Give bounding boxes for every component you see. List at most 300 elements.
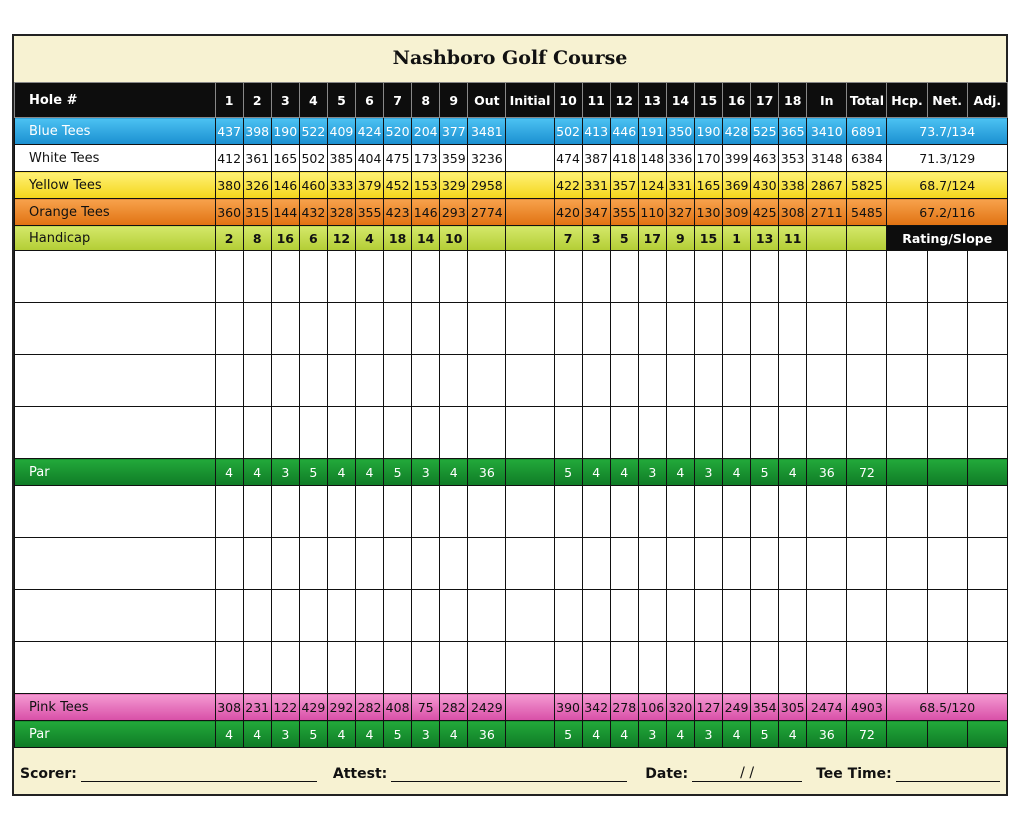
scorer-line[interactable] <box>81 767 317 782</box>
score-entry-cell[interactable] <box>468 642 506 694</box>
score-entry-cell[interactable] <box>506 590 554 642</box>
score-entry-cell[interactable] <box>215 486 243 538</box>
in-cell: 3410 <box>807 118 847 145</box>
score-entry-cell[interactable] <box>582 486 610 538</box>
score-entry-cell[interactable] <box>666 642 694 694</box>
front-cell-7: 452 <box>384 172 412 199</box>
score-entry-cell[interactable] <box>243 355 271 407</box>
score-entry-cell[interactable] <box>694 303 722 355</box>
back-cell-15: 190 <box>694 118 722 145</box>
hole-number-15: 15 <box>694 83 722 118</box>
score-entry-cell[interactable] <box>967 355 1007 407</box>
front-cell-2: 231 <box>243 694 271 721</box>
score-entry-cell[interactable] <box>723 642 751 694</box>
back-cell-18: 308 <box>779 199 807 226</box>
out-cell: 3481 <box>468 118 506 145</box>
score-entry-cell[interactable] <box>355 355 383 407</box>
score-entry-cell[interactable] <box>327 355 355 407</box>
score-entry-cell[interactable] <box>554 642 582 694</box>
score-entry-cell[interactable] <box>215 642 243 694</box>
score-entry-cell[interactable] <box>327 590 355 642</box>
tee-time-label: Tee Time: <box>816 766 892 782</box>
score-entry-cell[interactable] <box>847 251 887 303</box>
score-entry-cell[interactable] <box>384 303 412 355</box>
score-entry-cell[interactable] <box>412 251 440 303</box>
score-entry-cell[interactable] <box>506 642 554 694</box>
score-entry-cell[interactable] <box>215 590 243 642</box>
out-cell: 3236 <box>468 145 506 172</box>
score-entry-cell[interactable] <box>610 590 638 642</box>
attest-field[interactable] <box>333 766 627 782</box>
back-cell-17: 5 <box>751 721 779 748</box>
score-entry-cell[interactable] <box>751 642 779 694</box>
score-entry-cell[interactable] <box>927 407 967 459</box>
back-cell-18: 4 <box>779 459 807 486</box>
score-entry-cell[interactable] <box>468 251 506 303</box>
score-entry-cell[interactable] <box>271 303 299 355</box>
score-entry-cell[interactable] <box>440 590 468 642</box>
score-entry-cell[interactable] <box>666 486 694 538</box>
score-entry-cell[interactable] <box>468 407 506 459</box>
score-entry-cell[interactable] <box>887 486 927 538</box>
score-entry-cell[interactable] <box>582 407 610 459</box>
score-entry-cell[interactable] <box>582 590 610 642</box>
front-cell-3: 190 <box>271 118 299 145</box>
score-entry-cell[interactable] <box>887 538 927 590</box>
score-entry-cell[interactable] <box>412 407 440 459</box>
back-cell-14: 4 <box>666 459 694 486</box>
score-entry-cell[interactable] <box>807 590 847 642</box>
score-entry-cell[interactable] <box>887 642 927 694</box>
score-entry-cell[interactable] <box>384 355 412 407</box>
row-label: Pink Tees <box>15 694 216 721</box>
back-cell-17: 425 <box>751 199 779 226</box>
total-cell: 72 <box>847 721 887 748</box>
score-entry-cell[interactable] <box>243 538 271 590</box>
front-cell-4: 460 <box>299 172 327 199</box>
score-entry-cell[interactable] <box>967 486 1007 538</box>
score-entry-cell[interactable] <box>847 486 887 538</box>
score-entry-cell[interactable] <box>807 355 847 407</box>
score-entry-cell[interactable] <box>355 407 383 459</box>
score-entry-cell[interactable] <box>412 486 440 538</box>
score-entry-cell[interactable] <box>807 486 847 538</box>
front-cell-8: 14 <box>412 226 440 251</box>
score-entry-cell[interactable] <box>847 407 887 459</box>
score-entry-cell[interactable] <box>582 303 610 355</box>
score-entry-cell[interactable] <box>582 642 610 694</box>
score-entry-cell[interactable] <box>610 303 638 355</box>
in-cell: 2867 <box>807 172 847 199</box>
score-entry-cell[interactable] <box>694 642 722 694</box>
score-entry-cell[interactable] <box>384 642 412 694</box>
score-entry-cell[interactable] <box>327 486 355 538</box>
score-entry-cell[interactable] <box>967 251 1007 303</box>
tee-time-line[interactable] <box>896 767 1000 782</box>
back-cell-11: 3 <box>582 226 610 251</box>
score-entry-cell[interactable] <box>440 251 468 303</box>
extra-cell <box>887 721 927 748</box>
score-entry-cell[interactable] <box>807 642 847 694</box>
score-entry-cell[interactable] <box>807 251 847 303</box>
score-entry-cell[interactable] <box>506 251 554 303</box>
score-entry-cell[interactable] <box>751 407 779 459</box>
date-field[interactable] <box>645 766 802 782</box>
score-entry-cell[interactable] <box>440 538 468 590</box>
score-entry-cell[interactable] <box>440 303 468 355</box>
front-cell-9: 377 <box>440 118 468 145</box>
score-entry-cell[interactable] <box>967 642 1007 694</box>
front-cell-7: 408 <box>384 694 412 721</box>
score-entry-cell[interactable] <box>807 303 847 355</box>
attest-label: Attest: <box>332 766 388 782</box>
attest-line[interactable] <box>391 767 627 782</box>
score-entry-cell[interactable] <box>779 355 807 407</box>
score-entry-cell[interactable] <box>412 355 440 407</box>
score-entry-cell[interactable] <box>779 486 807 538</box>
score-entry-cell[interactable] <box>327 303 355 355</box>
score-entry-cell[interactable] <box>779 407 807 459</box>
back-cell-11: 413 <box>582 118 610 145</box>
score-entry-cell[interactable] <box>355 590 383 642</box>
player-row-lower-1 <box>15 486 1008 538</box>
score-entry-cell[interactable] <box>299 407 327 459</box>
rating-slope-cell: 73.7/134 <box>887 118 1008 145</box>
front-cell-9: 359 <box>440 145 468 172</box>
score-entry-cell[interactable] <box>779 642 807 694</box>
player-name-cell[interactable] <box>15 538 216 590</box>
score-entry-cell[interactable] <box>751 486 779 538</box>
score-entry-cell[interactable] <box>723 407 751 459</box>
score-entry-cell[interactable] <box>554 538 582 590</box>
score-entry-cell[interactable] <box>967 303 1007 355</box>
score-entry-cell[interactable] <box>887 303 927 355</box>
player-name-cell[interactable] <box>15 355 216 407</box>
score-entry-cell[interactable] <box>271 642 299 694</box>
score-entry-cell[interactable] <box>271 590 299 642</box>
score-entry-cell[interactable] <box>927 642 967 694</box>
score-entry-cell[interactable] <box>694 538 722 590</box>
score-entry-cell[interactable] <box>694 407 722 459</box>
score-entry-cell[interactable] <box>468 486 506 538</box>
score-entry-cell[interactable] <box>243 303 271 355</box>
score-entry-cell[interactable] <box>299 355 327 407</box>
back-cell-12: 5 <box>610 226 638 251</box>
initial-header: Initial <box>506 83 554 118</box>
score-entry-cell[interactable] <box>554 486 582 538</box>
score-entry-cell[interactable] <box>666 355 694 407</box>
player-name-cell[interactable] <box>15 303 216 355</box>
score-entry-cell[interactable] <box>468 303 506 355</box>
score-entry-cell[interactable] <box>694 251 722 303</box>
score-entry-cell[interactable] <box>847 642 887 694</box>
score-entry-cell[interactable] <box>271 407 299 459</box>
score-entry-cell[interactable] <box>215 355 243 407</box>
back-cell-11: 342 <box>582 694 610 721</box>
score-entry-cell[interactable] <box>751 303 779 355</box>
in-cell: 2474 <box>807 694 847 721</box>
total-cell: 6384 <box>847 145 887 172</box>
score-entry-cell[interactable] <box>506 407 554 459</box>
score-entry-cell[interactable] <box>887 590 927 642</box>
player-name-cell[interactable] <box>15 407 216 459</box>
tee-time-field[interactable] <box>816 766 1000 782</box>
score-entry-cell[interactable] <box>666 538 694 590</box>
total-cell <box>847 226 887 251</box>
score-entry-cell[interactable] <box>807 407 847 459</box>
score-entry-cell[interactable] <box>440 642 468 694</box>
back-cell-14: 4 <box>666 721 694 748</box>
front-cell-1: 2 <box>215 226 243 251</box>
score-entry-cell[interactable] <box>610 251 638 303</box>
row-label: Par <box>15 721 216 748</box>
score-entry-cell[interactable] <box>927 355 967 407</box>
player-name-cell[interactable] <box>15 590 216 642</box>
score-entry-cell[interactable] <box>243 486 271 538</box>
score-entry-cell[interactable] <box>215 407 243 459</box>
score-entry-cell[interactable] <box>384 590 412 642</box>
score-entry-cell[interactable] <box>751 590 779 642</box>
score-entry-cell[interactable] <box>927 303 967 355</box>
out-cell: 36 <box>468 721 506 748</box>
score-entry-cell[interactable] <box>779 303 807 355</box>
score-entry-cell[interactable] <box>887 407 927 459</box>
back-cell-10: 7 <box>554 226 582 251</box>
back-cell-16: 4 <box>723 459 751 486</box>
score-entry-cell[interactable] <box>468 538 506 590</box>
score-entry-cell[interactable] <box>638 407 666 459</box>
player-row-2 <box>15 303 1008 355</box>
score-entry-cell[interactable] <box>506 486 554 538</box>
front-cell-9: 293 <box>440 199 468 226</box>
rating-slope-cell: 68.5/120 <box>887 694 1008 721</box>
score-entry-cell[interactable] <box>327 407 355 459</box>
back-cell-11: 4 <box>582 459 610 486</box>
score-entry-cell[interactable] <box>847 590 887 642</box>
player-name-cell[interactable] <box>15 486 216 538</box>
score-entry-cell[interactable] <box>554 355 582 407</box>
score-entry-cell[interactable] <box>751 251 779 303</box>
score-entry-cell[interactable] <box>243 590 271 642</box>
score-entry-cell[interactable] <box>506 303 554 355</box>
score-entry-cell[interactable] <box>299 251 327 303</box>
hole-number-18: 18 <box>779 83 807 118</box>
score-entry-cell[interactable] <box>638 486 666 538</box>
player-name-cell[interactable] <box>15 642 216 694</box>
score-entry-cell[interactable] <box>638 538 666 590</box>
score-entry-cell[interactable] <box>694 590 722 642</box>
score-entry-cell[interactable] <box>506 355 554 407</box>
score-entry-cell[interactable] <box>582 355 610 407</box>
front-cell-3: 146 <box>271 172 299 199</box>
extra-cell <box>927 721 967 748</box>
score-entry-cell[interactable] <box>610 538 638 590</box>
score-entry-cell[interactable] <box>638 355 666 407</box>
hole-number-11: 11 <box>582 83 610 118</box>
score-entry-cell[interactable] <box>887 251 927 303</box>
in-cell: 3148 <box>807 145 847 172</box>
front-cell-8: 3 <box>412 459 440 486</box>
front-cell-1: 4 <box>215 721 243 748</box>
score-entry-cell[interactable] <box>927 486 967 538</box>
score-entry-cell[interactable] <box>215 538 243 590</box>
score-entry-cell[interactable] <box>215 251 243 303</box>
front-cell-3: 16 <box>271 226 299 251</box>
score-entry-cell[interactable] <box>967 538 1007 590</box>
score-entry-cell[interactable] <box>779 590 807 642</box>
score-entry-cell[interactable] <box>554 251 582 303</box>
score-entry-cell[interactable] <box>355 642 383 694</box>
score-entry-cell[interactable] <box>215 303 243 355</box>
score-entry-cell[interactable] <box>751 355 779 407</box>
score-entry-cell[interactable] <box>468 590 506 642</box>
back-cell-13: 17 <box>638 226 666 251</box>
score-entry-cell[interactable] <box>967 590 1007 642</box>
score-entry-cell[interactable] <box>847 303 887 355</box>
score-entry-cell[interactable] <box>847 538 887 590</box>
score-entry-cell[interactable] <box>967 407 1007 459</box>
front-cell-8: 204 <box>412 118 440 145</box>
score-entry-cell[interactable] <box>440 486 468 538</box>
back-cell-17: 463 <box>751 145 779 172</box>
score-entry-cell[interactable] <box>384 538 412 590</box>
score-entry-cell[interactable] <box>327 251 355 303</box>
score-entry-cell[interactable] <box>723 251 751 303</box>
score-entry-cell[interactable] <box>610 642 638 694</box>
score-entry-cell[interactable] <box>355 303 383 355</box>
score-entry-cell[interactable] <box>554 303 582 355</box>
front-cell-7: 475 <box>384 145 412 172</box>
front-cell-4: 5 <box>299 721 327 748</box>
score-entry-cell[interactable] <box>927 538 967 590</box>
score-entry-cell[interactable] <box>694 355 722 407</box>
score-entry-cell[interactable] <box>638 303 666 355</box>
adj-header: Adj. <box>967 83 1007 118</box>
total-header: Total <box>847 83 887 118</box>
in-cell: 36 <box>807 721 847 748</box>
score-entry-cell[interactable] <box>271 251 299 303</box>
score-entry-cell[interactable] <box>243 251 271 303</box>
score-entry-cell[interactable] <box>638 251 666 303</box>
score-entry-cell[interactable] <box>554 590 582 642</box>
score-entry-cell[interactable] <box>412 590 440 642</box>
score-entry-cell[interactable] <box>412 303 440 355</box>
tee-row-yellow <box>15 172 1008 199</box>
score-entry-cell[interactable] <box>506 538 554 590</box>
score-entry-cell[interactable] <box>723 538 751 590</box>
score-entry-cell[interactable] <box>779 251 807 303</box>
score-entry-cell[interactable] <box>666 303 694 355</box>
score-entry-cell[interactable] <box>723 486 751 538</box>
score-entry-cell[interactable] <box>554 407 582 459</box>
score-entry-cell[interactable] <box>666 590 694 642</box>
score-entry-cell[interactable] <box>927 590 967 642</box>
score-entry-cell[interactable] <box>355 538 383 590</box>
score-entry-cell[interactable] <box>610 407 638 459</box>
out-cell <box>468 226 506 251</box>
score-entry-cell[interactable] <box>384 486 412 538</box>
front-cell-2: 398 <box>243 118 271 145</box>
score-entry-cell[interactable] <box>582 538 610 590</box>
rating-slope-cell: 67.2/116 <box>887 199 1008 226</box>
front-cell-4: 6 <box>299 226 327 251</box>
front-cell-5: 333 <box>327 172 355 199</box>
score-entry-cell[interactable] <box>582 251 610 303</box>
score-entry-cell[interactable] <box>299 303 327 355</box>
score-entry-cell[interactable] <box>610 486 638 538</box>
score-entry-cell[interactable] <box>327 642 355 694</box>
score-entry-cell[interactable] <box>610 355 638 407</box>
score-entry-cell[interactable] <box>779 538 807 590</box>
score-entry-cell[interactable] <box>638 642 666 694</box>
score-entry-cell[interactable] <box>299 590 327 642</box>
scorer-field[interactable] <box>20 766 317 782</box>
score-entry-cell[interactable] <box>412 642 440 694</box>
score-entry-cell[interactable] <box>412 538 440 590</box>
row-label: Yellow Tees <box>15 172 216 199</box>
score-entry-cell[interactable] <box>666 251 694 303</box>
score-entry-cell[interactable] <box>243 642 271 694</box>
score-entry-cell[interactable] <box>327 538 355 590</box>
back-cell-11: 331 <box>582 172 610 199</box>
score-entry-cell[interactable] <box>299 642 327 694</box>
score-entry-cell[interactable] <box>807 538 847 590</box>
course-title: Nashboro Golf Course <box>392 47 628 69</box>
score-entry-cell[interactable] <box>384 251 412 303</box>
score-entry-cell[interactable] <box>299 538 327 590</box>
score-entry-cell[interactable] <box>384 407 412 459</box>
score-entry-cell[interactable] <box>927 251 967 303</box>
back-cell-15: 165 <box>694 172 722 199</box>
score-entry-cell[interactable] <box>468 355 506 407</box>
back-cell-18: 11 <box>779 226 807 251</box>
back-cell-14: 336 <box>666 145 694 172</box>
date-line[interactable]: / / <box>692 767 802 782</box>
score-entry-cell[interactable] <box>440 407 468 459</box>
initial-cell <box>506 118 554 145</box>
score-entry-cell[interactable] <box>638 590 666 642</box>
front-cell-8: 3 <box>412 721 440 748</box>
score-entry-cell[interactable] <box>355 251 383 303</box>
score-entry-cell[interactable] <box>751 538 779 590</box>
score-entry-cell[interactable] <box>271 538 299 590</box>
player-name-cell[interactable] <box>15 251 216 303</box>
score-entry-cell[interactable] <box>243 407 271 459</box>
score-entry-cell[interactable] <box>723 303 751 355</box>
score-entry-cell[interactable] <box>440 355 468 407</box>
score-entry-cell[interactable] <box>271 486 299 538</box>
score-entry-cell[interactable] <box>694 486 722 538</box>
score-entry-cell[interactable] <box>355 486 383 538</box>
score-entry-cell[interactable] <box>271 355 299 407</box>
front-cell-7: 423 <box>384 199 412 226</box>
score-entry-cell[interactable] <box>887 355 927 407</box>
front-cell-1: 308 <box>215 694 243 721</box>
back-cell-15: 3 <box>694 459 722 486</box>
row-label: Handicap <box>15 226 216 251</box>
score-entry-cell[interactable] <box>723 355 751 407</box>
total-cell: 4903 <box>847 694 887 721</box>
back-cell-10: 390 <box>554 694 582 721</box>
back-cell-14: 350 <box>666 118 694 145</box>
par-row-bottom <box>15 721 1008 748</box>
score-entry-cell[interactable] <box>299 486 327 538</box>
score-entry-cell[interactable] <box>847 355 887 407</box>
date-label: Date: <box>645 766 689 782</box>
score-entry-cell[interactable] <box>666 407 694 459</box>
hole-number-6: 6 <box>355 83 383 118</box>
score-entry-cell[interactable] <box>723 590 751 642</box>
